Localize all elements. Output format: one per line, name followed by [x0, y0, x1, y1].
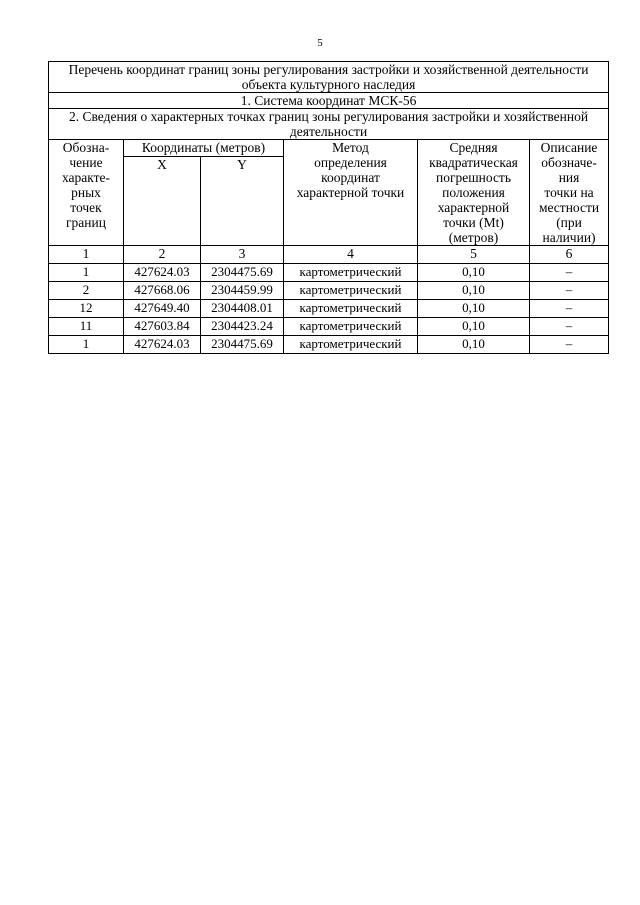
description-value: –	[530, 336, 609, 354]
method-value: картометрический	[284, 282, 418, 300]
header-coordinates: Координаты (метров)	[124, 140, 284, 157]
column-number: 5	[418, 246, 530, 264]
method-value: картометрический	[284, 336, 418, 354]
error-value: 0,10	[418, 336, 530, 354]
point-number: 1	[49, 336, 124, 354]
error-value: 0,10	[418, 282, 530, 300]
column-number: 3	[201, 246, 284, 264]
point-number: 1	[49, 264, 124, 282]
y-coordinate: 2304475.69	[201, 336, 284, 354]
point-number: 12	[49, 300, 124, 318]
description-value: –	[530, 282, 609, 300]
coordinate-system: 1. Система координат МСК-56	[49, 93, 609, 109]
table-row	[49, 300, 609, 318]
header-y: Y	[201, 157, 284, 246]
x-coordinate: 427649.40	[124, 300, 201, 318]
error-value: 0,10	[418, 318, 530, 336]
header-method: Метод определения координат характерной точки	[284, 140, 418, 246]
error-value: 0,10	[418, 300, 530, 318]
description-value: –	[530, 300, 609, 318]
column-number: 4	[284, 246, 418, 264]
table-row	[49, 336, 609, 354]
coordinates-table	[48, 61, 609, 354]
x-coordinate: 427624.03	[124, 264, 201, 282]
header-designation: Обозна- чение характе- рных точек границ	[49, 140, 124, 246]
header-description: Описание обозначе- ния точки на местности (при наличии)	[530, 140, 609, 246]
column-number-row	[49, 246, 609, 264]
header-error: Средняя квадратическая погрешность положения характерной точки (Mt) (метров)	[418, 140, 530, 246]
column-number: 2	[124, 246, 201, 264]
column-number: 1	[49, 246, 124, 264]
method-value: картометрический	[284, 318, 418, 336]
method-value: картометрический	[284, 300, 418, 318]
y-coordinate: 2304475.69	[201, 264, 284, 282]
point-number: 2	[49, 282, 124, 300]
x-coordinate: 427668.06	[124, 282, 201, 300]
point-number: 11	[49, 318, 124, 336]
description-value: –	[530, 264, 609, 282]
table-row	[49, 318, 609, 336]
table-row	[49, 264, 609, 282]
y-coordinate: 2304459.99	[201, 282, 284, 300]
x-coordinate: 427624.03	[124, 336, 201, 354]
header-x: X	[124, 157, 201, 246]
column-number: 6	[530, 246, 609, 264]
x-coordinate: 427603.84	[124, 318, 201, 336]
section-heading: 2. Сведения о характерных точках границ зоны регулирования застройки и хозяйственной деятельности	[49, 109, 609, 140]
table-title: Перечень координат границ зоны регулирования застройки и хозяйственной деятельности объекта культурного наследия	[49, 62, 609, 93]
page-number: 5	[317, 37, 323, 49]
table-row	[49, 282, 609, 300]
description-value: –	[530, 318, 609, 336]
y-coordinate: 2304408.01	[201, 300, 284, 318]
error-value: 0,10	[418, 264, 530, 282]
method-value: картометрический	[284, 264, 418, 282]
y-coordinate: 2304423.24	[201, 318, 284, 336]
